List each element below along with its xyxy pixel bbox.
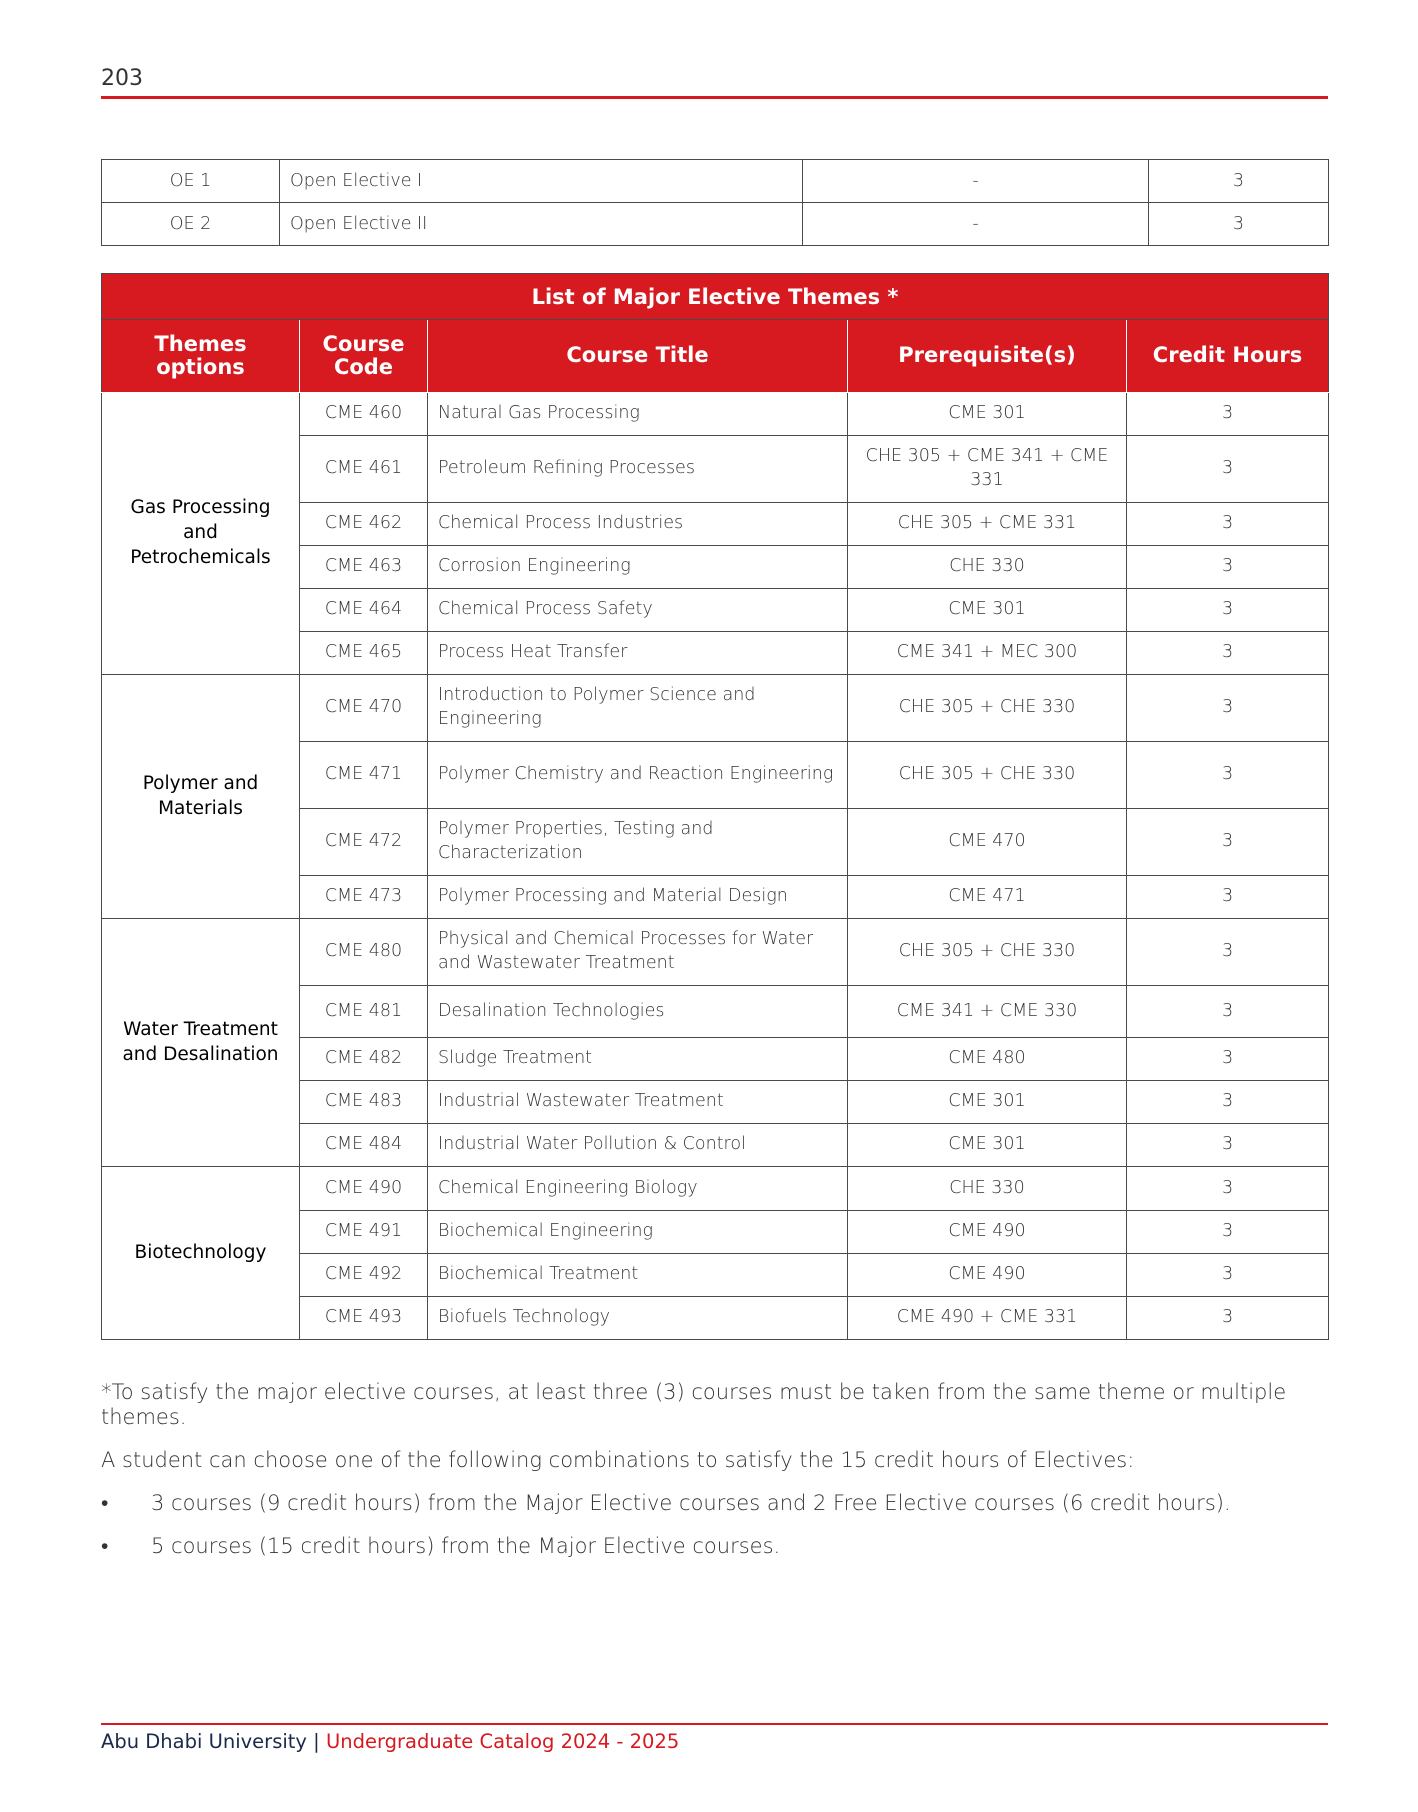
course-code: CME 465 <box>300 632 428 675</box>
credit-hours: 3 <box>1127 1254 1329 1297</box>
footer-separator: | <box>313 1730 320 1753</box>
bullet: • <box>101 1491 109 1515</box>
course-title: Chemical Process Industries <box>428 503 848 546</box>
course-code: CME 482 <box>300 1038 428 1081</box>
course-title: Biofuels Technology <box>428 1297 848 1340</box>
course-code: CME 481 <box>300 986 428 1038</box>
prerequisite: CME 471 <box>848 876 1127 919</box>
theme-name: Biotechnology <box>102 1167 300 1340</box>
theme-name: Polymer and Materials <box>102 675 300 919</box>
prerequisite: CME 301 <box>848 1124 1127 1167</box>
prerequisite: CHE 305 + CHE 330 <box>848 742 1127 809</box>
options-list <box>101 1491 1341 1559</box>
credit-hours: 3 <box>1127 436 1329 503</box>
course-code: CME 464 <box>300 589 428 632</box>
table-row <box>102 919 1329 986</box>
credit-hours: 3 <box>1127 1167 1329 1211</box>
course-title: Open Elective II <box>280 203 803 246</box>
credit-hours: 3 <box>1127 1081 1329 1124</box>
course-title: Corrosion Engineering <box>428 546 848 589</box>
credit-hours: 3 <box>1127 589 1329 632</box>
header-rule <box>101 96 1328 99</box>
course-title: Process Heat Transfer <box>428 632 848 675</box>
credit-hours: 3 <box>1127 503 1329 546</box>
course-title: Biochemical Treatment <box>428 1254 848 1297</box>
prerequisite: CHE 305 + CHE 330 <box>848 919 1127 986</box>
credit-hours: 3 <box>1127 986 1329 1038</box>
footer <box>101 1730 679 1753</box>
course-title: Natural Gas Processing <box>428 393 848 436</box>
course-title: Introduction to Polymer Science and Engineering <box>428 675 848 742</box>
credit-hours: 3 <box>1127 876 1329 919</box>
open-electives-table <box>101 159 1329 246</box>
prerequisite: CHE 305 + CME 341 + CME 331 <box>848 436 1127 503</box>
credit-hours: 3 <box>1149 160 1329 203</box>
course-code: OE 2 <box>102 203 280 246</box>
prerequisite: CME 490 <box>848 1254 1127 1297</box>
prerequisite: CME 341 + MEC 300 <box>848 632 1127 675</box>
course-title: Polymer Properties, Testing and Characterization <box>428 809 848 876</box>
course-code: CME 460 <box>300 393 428 436</box>
course-code: CME 480 <box>300 919 428 986</box>
course-title: Open Elective I <box>280 160 803 203</box>
prerequisite: CHE 305 + CHE 330 <box>848 675 1127 742</box>
table-row <box>102 393 1329 436</box>
prerequisite: CME 301 <box>848 589 1127 632</box>
course-code: CME 461 <box>300 436 428 503</box>
table-row <box>102 675 1329 742</box>
credit-hours: 3 <box>1127 675 1329 742</box>
credit-hours: 3 <box>1127 1038 1329 1081</box>
course-title: Physical and Chemical Processes for Water and Wastewater Treatment <box>428 919 848 986</box>
footer-university: Abu Dhabi University <box>101 1730 307 1753</box>
header-themes: Themes options <box>102 320 300 393</box>
footer-rule <box>101 1723 1328 1725</box>
course-title: Chemical Engineering Biology <box>428 1167 848 1211</box>
credit-hours: 3 <box>1127 742 1329 809</box>
course-code: CME 462 <box>300 503 428 546</box>
course-code: CME 491 <box>300 1211 428 1254</box>
option-text: 5 courses (15 credit hours) from the Major Elective courses. <box>151 1534 781 1558</box>
table-row <box>102 1167 1329 1211</box>
course-code: CME 472 <box>300 809 428 876</box>
course-title: Industrial Wastewater Treatment <box>428 1081 848 1124</box>
prerequisite: CME 480 <box>848 1038 1127 1081</box>
course-title: Desalination Technologies <box>428 986 848 1038</box>
prerequisite: CME 490 + CME 331 <box>848 1297 1127 1340</box>
credit-hours: 3 <box>1127 1211 1329 1254</box>
table-row <box>102 160 1329 203</box>
footer-catalog: Undergraduate Catalog 2024 - 2025 <box>325 1730 680 1753</box>
credit-hours: 3 <box>1127 809 1329 876</box>
prerequisite: - <box>803 160 1149 203</box>
table-row <box>102 203 1329 246</box>
header-course-title: Course Title <box>428 320 848 393</box>
credit-hours: 3 <box>1127 919 1329 986</box>
header-course-code: Course Code <box>300 320 428 393</box>
course-title: Biochemical Engineering <box>428 1211 848 1254</box>
notes-intro: A student can choose one of the following combinations to satisfy the 15 credit hours of Electives: <box>101 1448 1135 1472</box>
prerequisite: CHE 305 + CME 331 <box>848 503 1127 546</box>
prerequisite: CHE 330 <box>848 1167 1127 1211</box>
list-item <box>101 1491 1341 1516</box>
prerequisite: - <box>803 203 1149 246</box>
course-code: CME 493 <box>300 1297 428 1340</box>
theme-name: Gas Processing and Petrochemicals <box>102 393 300 675</box>
course-code: CME 483 <box>300 1081 428 1124</box>
notes-section <box>101 1380 1341 1577</box>
course-code: CME 473 <box>300 876 428 919</box>
credit-hours: 3 <box>1127 1124 1329 1167</box>
header-prerequisites: Prerequisite(s) <box>848 320 1127 393</box>
prerequisite: CME 301 <box>848 1081 1127 1124</box>
bullet: • <box>101 1534 109 1558</box>
prerequisite: CME 301 <box>848 393 1127 436</box>
credit-hours: 3 <box>1127 546 1329 589</box>
course-title: Polymer Processing and Material Design <box>428 876 848 919</box>
prerequisite: CME 341 + CME 330 <box>848 986 1127 1038</box>
table-caption: List of Major Elective Themes * <box>102 274 1329 320</box>
credit-hours: 3 <box>1149 203 1329 246</box>
course-title: Polymer Chemistry and Reaction Engineering <box>428 742 848 809</box>
option-text: 3 courses (9 credit hours) from the Major Elective courses and 2 Free Elective courses (6 credit hours). <box>151 1491 1231 1515</box>
prerequisite: CHE 330 <box>848 546 1127 589</box>
course-title: Sludge Treatment <box>428 1038 848 1081</box>
prerequisite: CME 470 <box>848 809 1127 876</box>
credit-hours: 3 <box>1127 632 1329 675</box>
course-title: Industrial Water Pollution & Control <box>428 1124 848 1167</box>
credit-hours: 3 <box>1127 393 1329 436</box>
header-credit-hours: Credit Hours <box>1127 320 1329 393</box>
page-number: 203 <box>101 66 143 91</box>
list-item <box>101 1534 1341 1559</box>
theme-name: Water Treatment and Desalination <box>102 919 300 1167</box>
course-code: CME 470 <box>300 675 428 742</box>
course-code: OE 1 <box>102 160 280 203</box>
course-code: CME 492 <box>300 1254 428 1297</box>
credit-hours: 3 <box>1127 1297 1329 1340</box>
course-code: CME 463 <box>300 546 428 589</box>
course-title: Chemical Process Safety <box>428 589 848 632</box>
course-code: CME 471 <box>300 742 428 809</box>
course-code: CME 484 <box>300 1124 428 1167</box>
course-title: Petroleum Refining Processes <box>428 436 848 503</box>
course-code: CME 490 <box>300 1167 428 1211</box>
major-electives-table <box>101 273 1329 1340</box>
footnote: *To satisfy the major elective courses, at least three (3) courses must be taken from the same theme or multiple themes. <box>101 1380 1287 1429</box>
prerequisite: CME 490 <box>848 1211 1127 1254</box>
